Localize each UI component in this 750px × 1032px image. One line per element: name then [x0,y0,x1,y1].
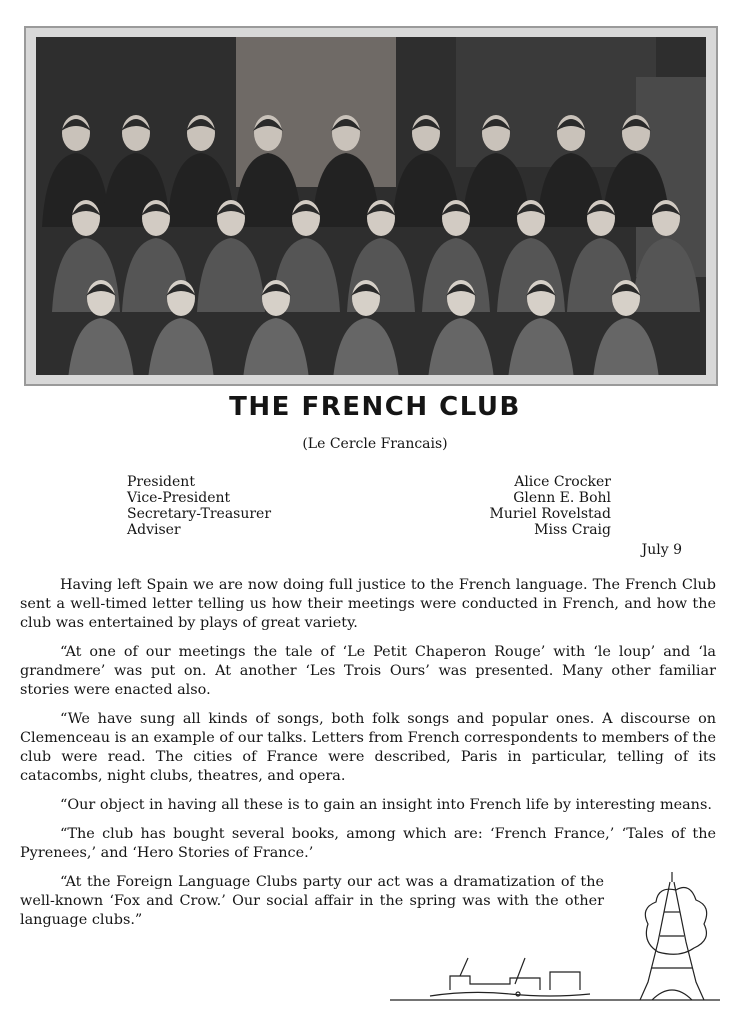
paragraph: “Our object in having all these is to gain an insight into French life by interesting means. [60,797,712,813]
officer-name: Glenn E. Bohl [513,490,611,506]
page-title: THE FRENCH CLUB [229,392,521,422]
officer-role: Adviser [127,522,181,538]
officers-list [127,474,611,538]
paragraph: Having left Spain we are now doing full justice to the French language. The French Club sent a well-timed letter telling us how their meetings were conducted in French, and how the club was entertained by plays of great variety. [20,577,716,631]
group-photo-figures [36,37,706,375]
officer-row [127,506,611,522]
officer-role: Vice-President [127,490,231,506]
officer-role: Secretary-Treasurer [127,506,272,522]
paragraph: “At one of our meetings the tale of ‘Le Petit Chaperon Rouge’ with ‘le loup’ and ‘la grandmere’ was put on. At another ‘Les Trois Ours’ was presented. Many other familiar stories were enacted also. [20,644,716,698]
officer-role: President [127,474,195,490]
club-photo-frame [24,26,718,386]
paragraph: “At the Foreign Language Clubs party our act was a dramatization of the well-known ‘Fox and Crow.’ Our social affair in the spring was with the other language clubs.” [20,874,604,928]
officer-row [127,474,611,490]
officer-row [127,490,611,506]
officer-row [127,522,611,538]
eiffel-tower-sketch-icon [390,872,726,1012]
group-photo [36,37,706,375]
entry-date: July 9 [641,542,682,558]
paragraph: “The club has bought several books, among which are: ‘French France,’ ‘Tales of the Pyrenees,’ and ‘Hero Stories of France.’ [20,826,716,861]
officer-name: Miss Craig [534,522,611,538]
officer-name: Muriel Rovelstad [489,506,611,522]
paragraph: “We have sung all kinds of songs, both folk songs and popular ones. A discourse on Clemenceau is an example of our talks. Letters from French correspondents to members of the club were read. The cities of France were described, Paris in particular, telling of its catacombs, night clubs, theatres, and opera. [20,711,716,784]
page-subtitle: (Le Cercle Francais) [302,436,448,452]
officer-name: Alice Crocker [514,474,611,490]
